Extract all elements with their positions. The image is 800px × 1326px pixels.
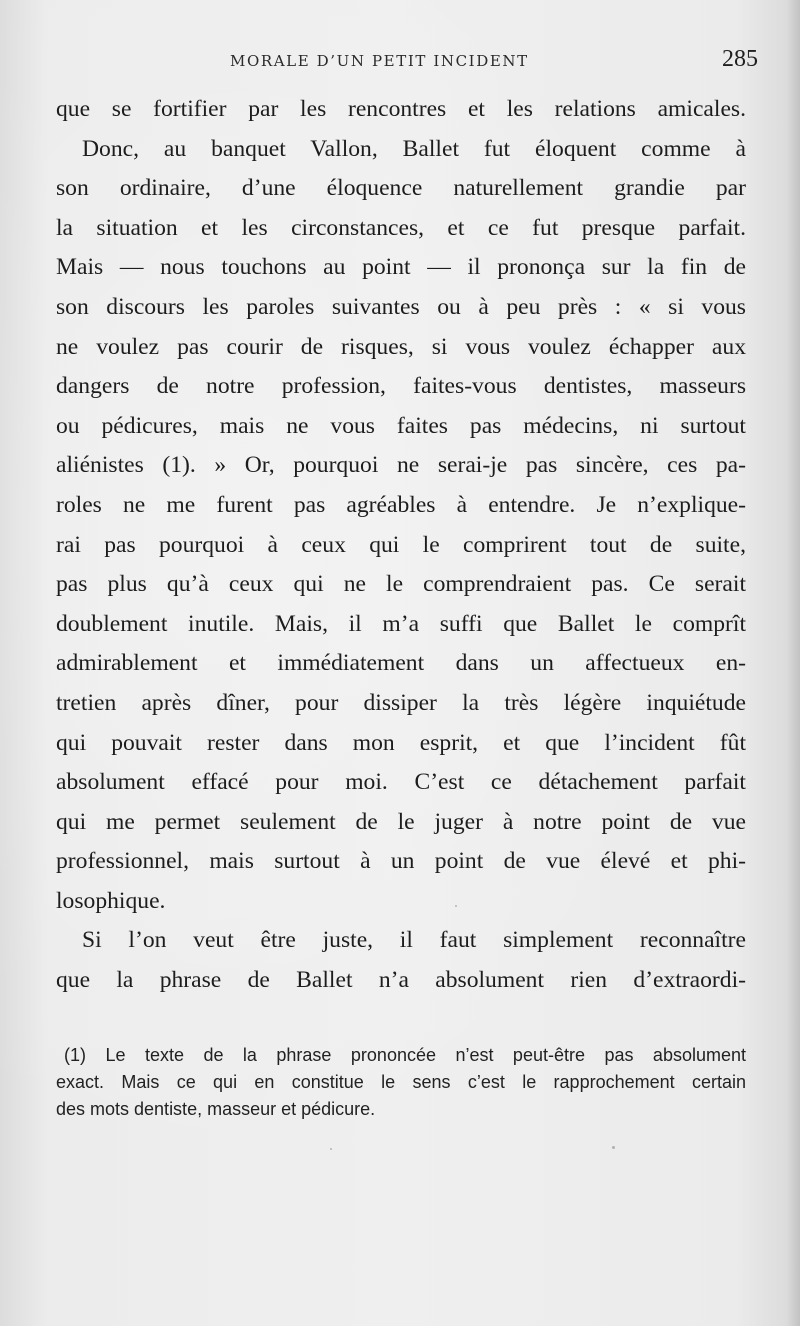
body-text <box>56 90 746 1001</box>
text-line: Mais — nous touchons au point — il prononça sur la fin de <box>56 254 746 281</box>
footnote <box>56 1042 746 1123</box>
page-number: 285 <box>722 46 758 72</box>
text-line: absolument effacé pour moi. C’est ce détachement parfait <box>56 769 746 796</box>
page-edge-shadow <box>786 0 800 1326</box>
text-line: tretien après dîner, pour dissiper la très légère inquiétude <box>56 689 746 716</box>
text-line: qui pouvait rester dans mon esprit, et que l’incident fût <box>56 729 746 756</box>
text-line: professionnel, mais surtout à un point de vue élevé et phi- <box>56 848 746 875</box>
text-line: qui me permet seulement de le juger à notre point de vue <box>56 808 746 835</box>
paper-speck <box>330 1148 332 1150</box>
text-line: ou pédicures, mais ne vous faites pas médecins, ni surtout <box>56 412 746 439</box>
footnote-line: des mots dentiste, masseur et pédicure. <box>56 1099 376 1119</box>
text-line: son discours les paroles suivantes ou à peu près : « si vous <box>56 293 746 320</box>
text-line: Donc, au banquet Vallon, Ballet fut éloquent comme à <box>82 135 746 162</box>
text-line: la situation et les circonstances, et ce fut presque parfait. <box>56 214 746 241</box>
text-line: pas plus qu’à ceux qui ne le comprendraient pas. Ce serait <box>56 571 746 598</box>
text-line: doublement inutile. Mais, il m’a suffi que Ballet le comprît <box>56 610 746 637</box>
text-line: que se fortifier par les rencontres et les relations amicales. <box>56 96 746 122</box>
footnote-line: exact. Mais ce qui en constitue le sens c’est le rapprochement certain <box>56 1072 746 1092</box>
paper-speck <box>455 905 457 907</box>
text-line: roles ne me furent pas agréables à entendre. Je n’explique- <box>56 491 746 518</box>
text-line: rai pas pourquoi à ceux qui le comprirent tout de suite, <box>56 531 746 558</box>
running-head: MORALE D’UN PETIT INCIDENT <box>230 52 529 70</box>
paper-speck <box>640 860 642 862</box>
text-line: dangers de notre profession, faites-vous dentistes, masseurs <box>56 373 746 400</box>
text-line: aliénistes (1). » Or, pourquoi ne serai-je pas sincère, ces pa- <box>56 452 746 479</box>
text-line: Si l’on veut être juste, il faut simplement reconnaître <box>82 927 746 954</box>
text-line: son ordinaire, d’une éloquence naturellement grandie par <box>56 175 746 202</box>
text-line: admirablement et immédiatement dans un affectueux en- <box>56 650 746 677</box>
text-line: ne voulez pas courir de risques, si vous voulez échapper aux <box>56 333 746 360</box>
page-header <box>55 46 758 80</box>
text-line: que la phrase de Ballet n’a absolument rien d’extraordi- <box>56 967 746 994</box>
paper-speck <box>612 1146 615 1149</box>
footnote-line: (1) Le texte de la phrase prononcée n’est peut-être pas absolument <box>64 1045 746 1065</box>
text-line: losophique. <box>56 887 166 914</box>
